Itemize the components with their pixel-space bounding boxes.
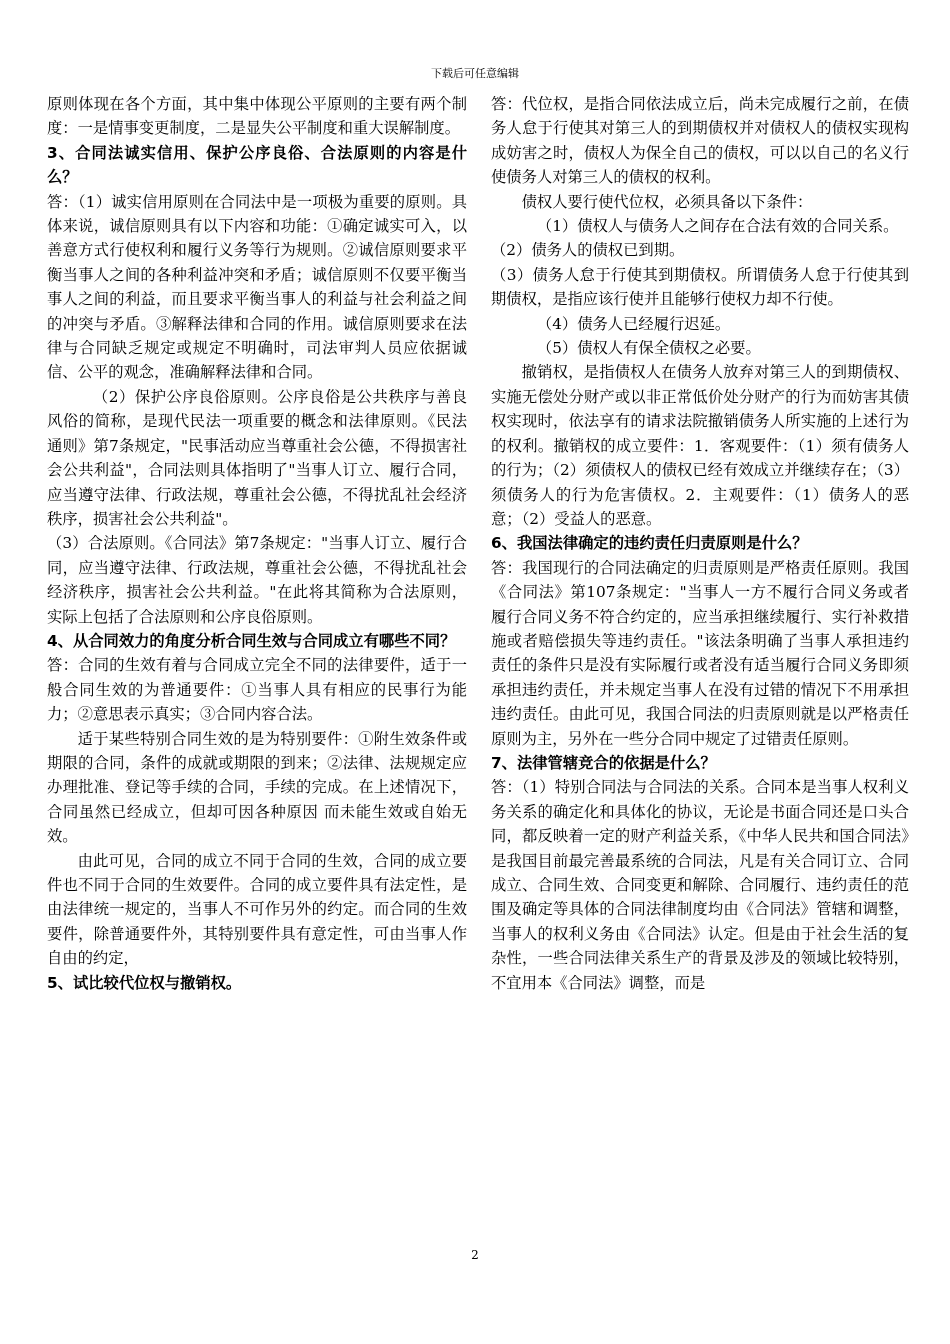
paragraph: （4）债务人已经履行迟延。 [536, 314, 731, 333]
paragraph: 答：合同的生效有着与合同成立完全不同的法律要件，适于一般合同生效的为普通要件：①当事人具有相应的民事行为能力；②意思表示真实；③合同内容合法。 [47, 656, 467, 724]
paragraph: 答：我国现行的合同法确定的归责原则是严格责任原则。我国《合同法》第107条规定："当事人一方不履行合同义务或者履行合同义务不符合约定的，应当承担继续履行、实行补救措施或者赔偿损失等违约责任。"该法条明确了当事人承担违约责任的条件只是没有实际履行或者没有适当履行合同义务即须承担违约责任，并未规定当事人在没有过错的情况下不用承担违约责任。由此可见，我国合同法的归责原则就是以严格责任原则为主，另外在一些分合同中规定了过错责任原则。 [491, 558, 909, 748]
question-heading: 5、试比较代位权与撤销权。 [47, 973, 242, 992]
right-column [491, 92, 909, 995]
left-column [47, 92, 467, 995]
paragraph: （2）保护公序良俗原则。公序良俗是公共秩序与善良风俗的简称，是现代民法一项重要的概念和法律原则。《民法通则》第7条规定，"民事活动应当尊重社会公德，不得损害社会公共利益"，合同法则具体指明了"当事人订立、履行合同，应当遵守法律、行政法规，尊重社会公德，不得扰乱社会经济秩序，损害社会公共利益"。 [47, 387, 467, 528]
paragraph: （5）债权人有保全债权之必要。 [536, 339, 761, 358]
paragraph: 适于某些特别合同生效的是为特别要件：①附生效条件或期限的合同，条件的成就或期限的到来；②法律、法规规定应办理批准、登记等手续的合同，手续的完成。在上述情况下，合同虽然已经成立，但却可因各种原因 而未能生效或自始无效。 [47, 729, 467, 846]
question-heading: 3、合同法诚实信用、保护公序良俗、合法原则的内容是什么？ [47, 143, 467, 187]
paragraph: （2）债务人的债权已到期。 [491, 241, 685, 260]
paragraph: （3）债务人怠于行使其到期债权。所谓债务人怠于行使其到期债权，是指应该行使并且能够行使权力却不行使。 [491, 265, 909, 309]
paragraph: 由此可见，合同的成立不同于合同的生效，合同的成立要件也不同于合同的生效要件。合同的成立要件具有法定性，是由法律统一规定的，当事人不可作另外的约定。而合同的生效要件，除普通要件外，其特别要件具有意定性，可由当事人作自由的约定， [47, 851, 467, 968]
paragraph: 原则体现在各个方面，其中集中体现公平原则的主要有两个制度：一是情事变更制度，二是显失公平制度和重大误解制度。 [47, 95, 467, 138]
paragraph: （1）债权人与债务人之间存在合法有效的合同关系。 [536, 217, 899, 236]
page-header: 下载后可任意编辑 [431, 67, 519, 80]
page-number: 2 [471, 1248, 479, 1262]
paragraph: 债权人要行使代位权，必须具备以下条件： [521, 192, 813, 211]
question-heading: 6、我国法律确定的违约责任归责原则是什么？ [491, 534, 808, 553]
paragraph: （3）合法原则。《合同法》第7条规定："当事人订立、履行合同，应当遵守法律、行政法规，尊重社会公德，不得扰乱社会经济秩序，损害社会公共利益。"在此将其简称为合法原则，实际上包括了合法原则和公序良俗原则。 [47, 534, 467, 626]
paragraph: 答：（1）特别合同法与合同法的关系。合同本是当事人权利义务关系的确定化和具体化的协议，无论是书面合同还是口头合同，都反映着一定的财产利益关系，《中华人民共和国合同法》是我国目前最完善最系统的合同法，凡是有关合同订立、合同成立、合同生效、合同变更和解除、合同履行、违约责任的范围及确定等具体的合同法律制度均由《合同法》管辖和调整，当事人的权利义务由《合同法》认定。但是由于社会生活的复杂性，一些合同法律关系生产的背景及涉及的领域比较特别，不宜用本《合同法》调整，而是 [491, 778, 909, 992]
question-heading: 7、法律管辖竞合的依据是什么？ [491, 753, 716, 772]
paragraph: 答：（1）诚实信用原则在合同法中是一项极为重要的原则。具体来说，诚信原则具有以下内容和功能：①确定诚实可入，以善意方式行使权利和履行义务等行为规则。②诚信原则要求平衡当事人之间的各种利益冲突和矛盾；诚信原则不仅要平衡当事人之间的利益，而且要求平衡当事人的利益与社会利益之间的冲突与矛盾。③解释法律和合同的作用。诚信原则要求在法律与合同缺乏规定或规定不明确时，司法审判人员应依据诚信、公平的观念，准确解释法律和合同。 [47, 192, 467, 382]
question-heading: 4、从合同效力的角度分析合同生效与合同成立有哪些不同？ [47, 631, 456, 650]
paragraph: 答：代位权，是指合同依法成立后，尚未完成履行之前，在债务人怠于行使其对第三人的到期债权并对债权人的债权实现构成妨害之时，债权人为保全自己的债权，可以以自己的名义行使债务人对第三人的债权的权利。 [491, 95, 909, 187]
paragraph: 撤销权，是指债权人在债务人放弃对第三人的到期债权、实施无偿处分财产或以非正常低价处分财产的行为而妨害其债权实现时，依法享有的请求法院撤销债务人所实施的上述行为的权利。撤销权的成立要件：1．客观要件：（1）须有债务人的行为；（2）须债权人的债权已经有效成立并继续存在；（3）须债务人的行为危害债权。2．主观要件：（1）债务人的恶意；（2）受益人的恶意。 [491, 363, 909, 528]
